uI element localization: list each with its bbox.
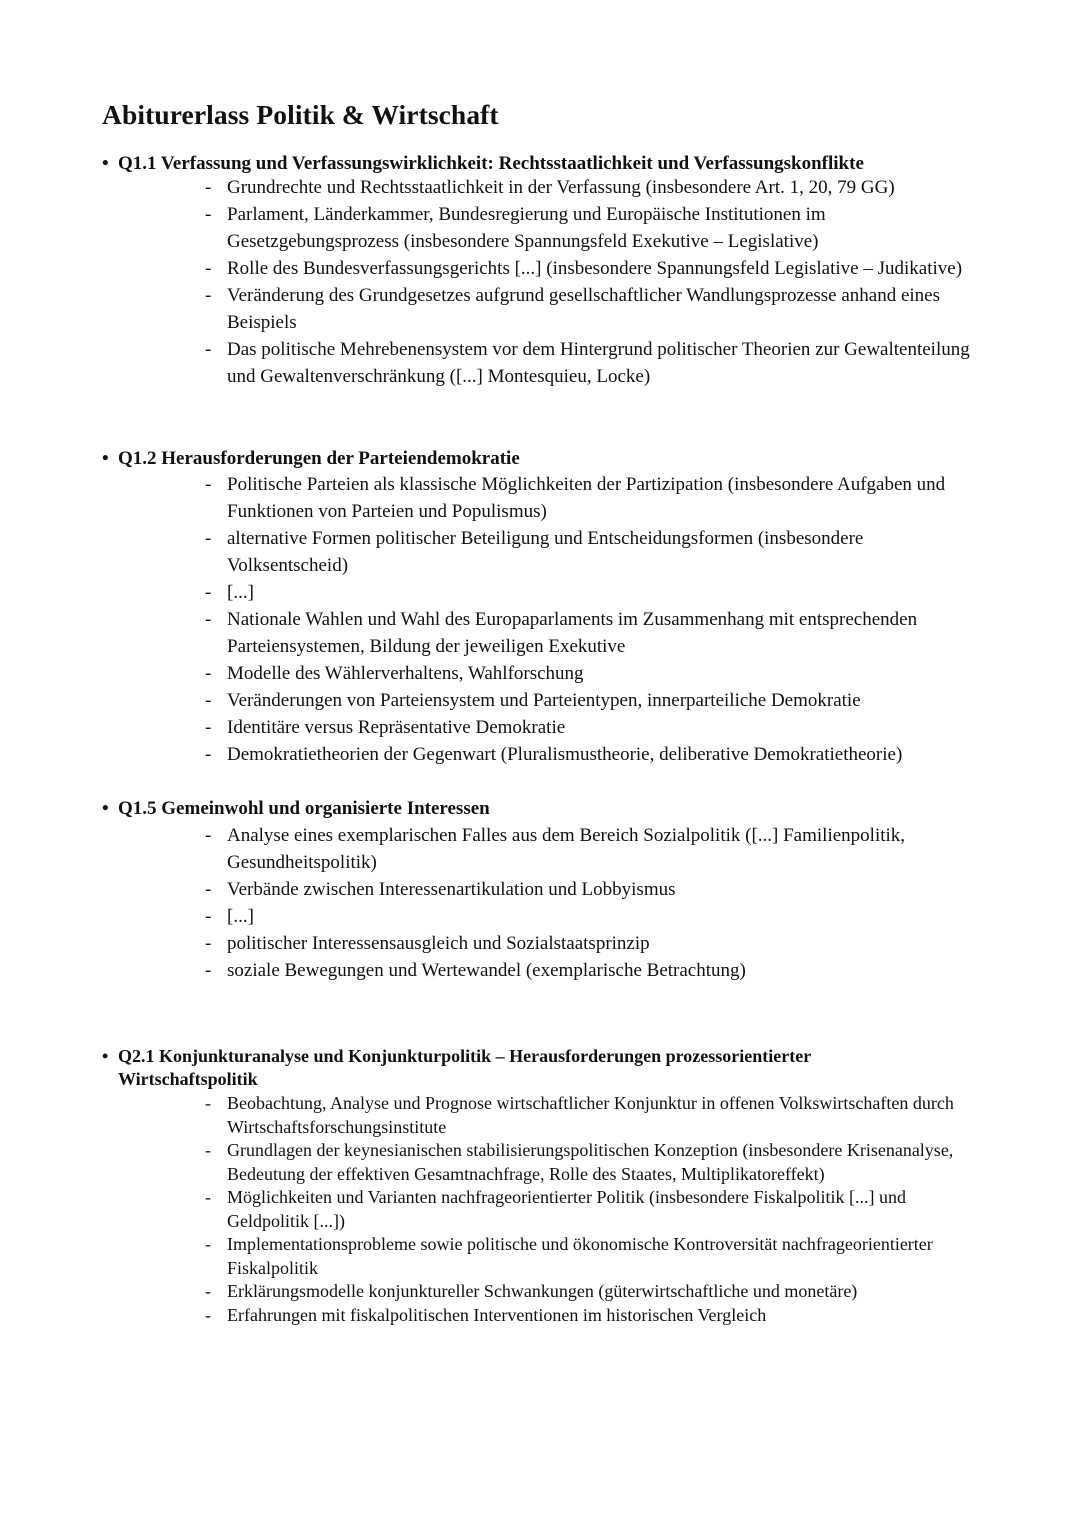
list-item: - Politische Parteien als klassische Möglichkeiten der Partizipation (insbesondere Aufgaben und Funktionen von Parteien und Populismus) <box>205 471 985 525</box>
bullet-icon: • <box>102 448 109 469</box>
dash-icon: - <box>205 1304 211 1325</box>
dash-icon: - <box>205 906 212 927</box>
page-title: Abiturerlass Politik & Wirtschaft <box>102 99 499 130</box>
dash-icon: - <box>205 744 212 765</box>
list-item: - [...] <box>205 579 985 606</box>
topic-list <box>205 1092 965 1327</box>
dash-icon: - <box>205 258 212 279</box>
list-item: - Möglichkeiten und Varianten nachfrageorientierter Politik (insbesondere Fiskalpolitik [...] und Geldpolitik [...]) <box>205 1187 906 1231</box>
list-item: - [...] <box>205 903 985 930</box>
dash-icon: - <box>205 204 212 225</box>
list-item: - Verbände zwischen Interessenartikulation und Lobbyismus <box>205 876 985 903</box>
dash-icon: - <box>205 825 212 846</box>
list-item: - soziale Bewegungen und Wertewandel (exemplarische Betrachtung) <box>205 957 985 984</box>
list-item: - Erfahrungen mit fiskalpolitischen Interventionen im historischen Vergleich <box>205 1304 965 1328</box>
dash-icon: - <box>205 933 212 954</box>
dash-icon: - <box>205 474 212 495</box>
list-item: - Nationale Wahlen und Wahl des Europaparlaments im Zusammenhang mit entsprechenden Parteiensystemen, Bildung der jeweiligen Exekutive <box>205 606 985 660</box>
dash-icon: - <box>205 879 212 900</box>
list-item: - Beobachtung, Analyse und Prognose wirtschaftlicher Konjunktur in offenen Volkswirtschaften durch Wirtschaftsforschungsinstitute <box>205 1093 954 1137</box>
list-item: - Erklärungsmodelle konjunktureller Schwankungen (güterwirtschaftliche und monetäre) <box>205 1280 965 1304</box>
bullet-icon: • <box>102 1046 109 1066</box>
list-item: - Implementationsprobleme sowie politische und ökonomische Kontroversität nachfrageorientierter Fiskalpolitik <box>205 1234 933 1278</box>
dash-icon: - <box>205 285 212 306</box>
bullet-icon: • <box>102 798 109 819</box>
list-item: - Parlament, Länderkammer, Bundesregierung und Europäische Institutionen im Gesetzgebungsprozess (insbesondere Spannungsfeld Exekutive – Legislative) <box>205 201 985 255</box>
dash-icon: - <box>205 663 212 684</box>
dash-icon: - <box>205 339 212 360</box>
list-item: - Demokratietheorien der Gegenwart (Pluralismustheorie, deliberative Demokratietheorie) <box>205 741 985 768</box>
list-item: - Veränderung des Grundgesetzes aufgrund gesellschaftlicher Wandlungsprozesse anhand eines Beispiels <box>205 282 985 336</box>
list-item: - Veränderungen von Parteiensystem und Parteientypen, innerparteiliche Demokratie <box>205 687 985 714</box>
dash-icon: - <box>205 717 212 738</box>
list-item: - Grundlagen der keynesianischen stabilisierungspolitischen Konzeption (insbesondere Krisenanalyse, Bedeutung der effektiven Gesamtnachfrage, Rolle des Staates, Multiplikatoreffekt) <box>205 1140 954 1184</box>
document-page: Abiturerlass Politik & Wirtschaft • Q1.1 Verfassung und Verfassungswirklichkeit: Rechtsstaatlichkeit und Verfassungskonflikte - Grundrechte und Rechtsstaatlichkeit in der Verfassung (insbesondere Art. 1, 20, 79 GG) - Parlament, Länderkammer, Bundesregierung und Europäische Institutionen im Gesetzgebungsprozess (insbesondere Spannungsfeld Exekutive – Legislative) - Rolle des Bundesverfassungsgerichts [...] (insbesondere Spannungsfeld Legislative – Judikative) - Veränderung des Grundgesetzes aufgrund gesellschaftlicher Wandlungsprozesse anhand eines Beispiels - Das politische Mehrebenensystem vor dem Hintergrund politischer Theorien zur Gewaltenteilung und Gewaltenverschränkung ([...] Montesquieu, Locke) • Q1.2 Herausforderungen der Parteiendemokratie - Politische Parteien als klassische Möglichkeiten der Partizipation (insbesondere Aufgaben und Funktionen von Parteien und Populismus) - alternative Formen politischer Beteiligung und Entscheidungsformen (insbesondere Volksentscheid) - [...] - Nationale Wahlen und Wahl des Europaparlaments im Zusammenhang mit entsprechenden Parteiensystemen, Bildung der jeweiligen Exekutive - Modelle des Wählerverhaltens, Wahlforschung - Veränderungen von Parteiensystem und Parteientypen, innerparteiliche Demokratie - Identitäre versus Repräsentative Demokratie - Demokratietheorien der Gegenwart (Pluralismustheorie, deliberative Demokratietheorie) • Q1.5 Gemeinwohl und organisierte Interessen - Analyse eines exemplarischen Falles aus dem Bereich Sozialpolitik ([...] Familienpolitik, Gesundheitspolitik) - Verbände zwischen Interessenartikulation und Lobbyismus - [...] - politischer Interessensausgleich und Sozialstaatsprinzip - soziale Bewegungen und Wertewandel (exemplarische Betrachtung) • Q2.1 Konjunkturanalyse und Konjunkturpolitik – Herausforderungen prozessorientierter Wirtschaftspolitik - Beobachtung, Analyse und Prognose wirtschaftlicher Konjunktur in offenen Volkswirtschaften durch Wirtschaftsforschungsinstitute - Grundlagen der keynesianischen stabilisierungspolitischen Konzeption (insbesondere Krisenanalyse, Bedeutung der effektiven Gesamtnachfrage, Rolle des Staates, Multiplikatoreffekt) - Möglichkeiten und Varianten nachfrageorientierter Politik (insbesondere Fiskalpolitik [...] und Geldpolitik [...]) - Implementationsprobleme sowie politische und ökonomische Kontroversität nachfrageorientierter Fiskalpolitik - Erklärungsmodelle konjunktureller Schwankungen (güterwirtschaftliche und monetäre) - Erfahrungen mit fiskalpolitischen Interventionen im historischen Vergleich <box>0 0 1080 1527</box>
dash-icon: - <box>205 1281 211 1301</box>
dash-icon: - <box>205 1234 211 1254</box>
dash-icon: - <box>205 1140 211 1160</box>
dash-icon: - <box>205 1093 211 1113</box>
topic-list <box>205 822 985 984</box>
dash-icon: - <box>205 582 212 603</box>
list-item: - Das politische Mehrebenensystem vor dem Hintergrund politischer Theorien zur Gewaltenteilung und Gewaltenverschränkung ([...] Montesquieu, Locke) <box>205 336 985 390</box>
dash-icon: - <box>205 1187 211 1207</box>
list-item: - politischer Interessensausgleich und Sozialstaatsprinzip <box>205 930 985 957</box>
list-item: - Grundrechte und Rechtsstaatlichkeit in der Verfassung (insbesondere Art. 1, 20, 79 GG) <box>205 174 985 201</box>
list-item: - Analyse eines exemplarischen Falles aus dem Bereich Sozialpolitik ([...] Familienpolitik, Gesundheitspolitik) <box>205 822 985 876</box>
dash-icon: - <box>205 960 212 981</box>
topic-list <box>205 174 985 390</box>
list-item: - Modelle des Wählerverhaltens, Wahlforschung <box>205 660 985 687</box>
dash-icon: - <box>205 177 212 198</box>
list-item: - Identitäre versus Repräsentative Demokratie <box>205 714 985 741</box>
dash-icon: - <box>205 528 212 549</box>
topic-list <box>205 471 985 768</box>
bullet-icon: • <box>102 153 109 174</box>
dash-icon: - <box>205 609 212 630</box>
list-item: - Rolle des Bundesverfassungsgerichts [...] (insbesondere Spannungsfeld Legislative – Judikative) <box>205 255 985 282</box>
dash-icon: - <box>205 690 212 711</box>
list-item: - alternative Formen politischer Beteiligung und Entscheidungsformen (insbesondere Volksentscheid) <box>205 525 985 579</box>
